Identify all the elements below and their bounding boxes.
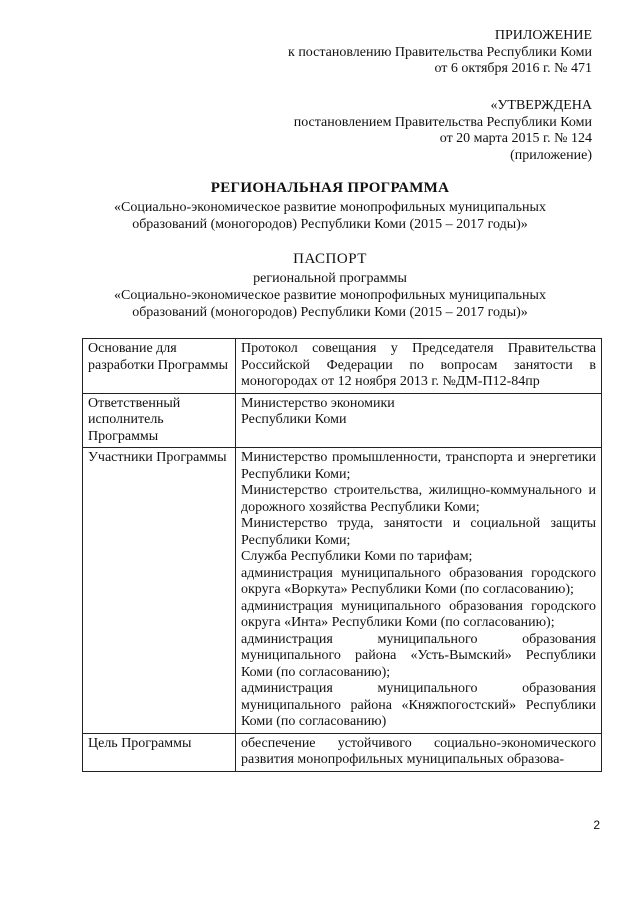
passport-table — [82, 338, 602, 772]
attachment-header-line-1: ПРИЛОЖЕНИЕ — [494, 28, 592, 43]
approved-header-line-3: от 20 марта 2015 г. № 124 — [439, 131, 592, 146]
page-number: 2 — [593, 818, 600, 832]
passport-subtitle-line-2: «Социально-экономическое развитие монопрофильных муниципальных — [114, 288, 546, 303]
row-value — [236, 393, 602, 448]
table-row — [83, 733, 602, 771]
approved-header-line-4: (приложение) — [510, 147, 592, 163]
attachment-header-line-3: от 6 октября 2016 г. № 471 — [434, 61, 592, 76]
row-value-line: Министерство строительства, жилищно-коммунального и дорожного хозяйства Республики Коми; — [241, 483, 596, 515]
approved-header-line-1: «УТВЕРЖДЕНА — [490, 98, 592, 113]
approved-header — [294, 98, 592, 164]
passport-title: ПАСПОРТ — [293, 251, 367, 267]
row-label: Участники Программы — [83, 448, 236, 734]
row-value-line: Министерство экономики — [241, 395, 395, 411]
program-subtitle — [60, 199, 600, 233]
passport-subtitle — [60, 270, 600, 321]
row-value-line: администрация муниципального образования городского округа «Инта» Республики Коми (по согласованию); — [241, 598, 596, 630]
row-value-line: Служба Республики Коми по тарифам; — [241, 549, 473, 564]
attachment-header — [288, 28, 592, 78]
passport-subtitle-line-1: региональной программы — [253, 271, 407, 286]
row-value — [236, 733, 602, 771]
row-value-line: администрация муниципального образования муниципального района «Усть-Вымский» Республики Коми (по согласованию); — [241, 631, 596, 680]
row-value — [236, 448, 602, 734]
row-label: Основание для разработки Программы — [83, 339, 236, 394]
row-value-line: Республики Коми — [241, 412, 347, 427]
row-label: Цель Программы — [83, 733, 236, 771]
approved-header-line-2: постановлением Правительства Республики Коми — [293, 114, 592, 130]
row-value-line: Министерство труда, занятости и социальной защиты Республики Коми; — [241, 516, 596, 548]
table-row — [83, 339, 602, 394]
row-value — [236, 339, 602, 394]
table-row — [83, 448, 602, 734]
program-title: РЕГИОНАЛЬНАЯ ПРОГРАММА — [210, 180, 450, 196]
row-value-line: администрация муниципального образования городского округа «Воркута» Республики Коми (по согласованию); — [241, 565, 596, 597]
row-label: Ответственный исполнитель Программы — [83, 393, 236, 448]
row-value-line: администрация муниципального образования муниципального района «Княжпогостский» Республики Коми (по согласованию) — [241, 681, 596, 729]
row-value-line: Протокол совещания у Председателя Правительства Российской Федерации по вопросам занятости в моногородах от 12 ноября 2013 г. №ДМ-П12-84пр — [241, 341, 596, 389]
passport-subtitle-line-3: образований (моногородов) Республики Коми (2015 – 2017 годы)» — [132, 305, 528, 320]
attachment-header-line-2: к постановлению Правительства Республики Коми — [288, 44, 592, 60]
program-subtitle-line-2: образований (моногородов) Республики Коми (2015 – 2017 годы)» — [132, 217, 528, 232]
program-subtitle-line-1: «Социально-экономическое развитие монопрофильных муниципальных — [114, 200, 546, 215]
row-value-line: обеспечение устойчивого социально-экономического развития монопрофильных муниципальных образова- — [241, 735, 596, 767]
row-value-line: Министерство промышленности, транспорта и энергетики Республики Коми; — [241, 450, 596, 482]
table-row — [83, 393, 602, 448]
